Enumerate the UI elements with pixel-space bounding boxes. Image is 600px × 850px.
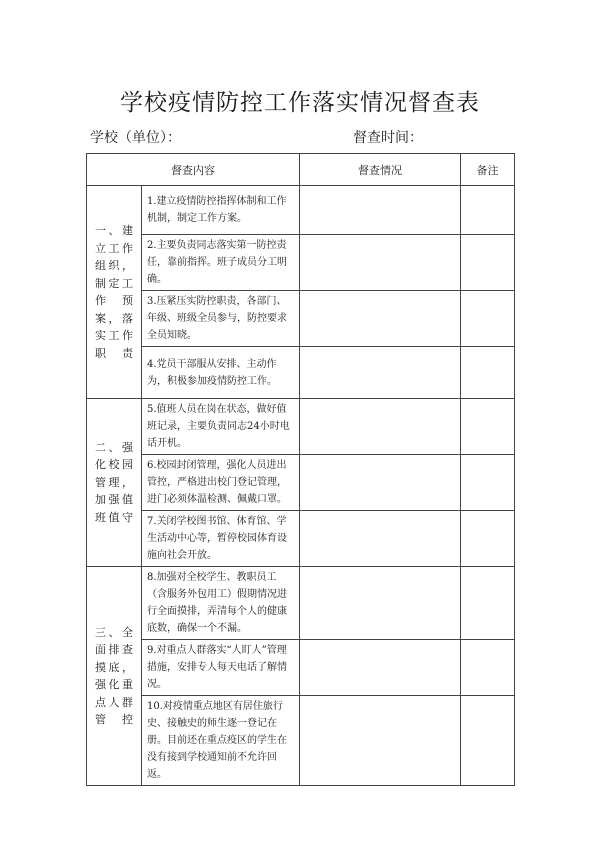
table-row	[87, 235, 515, 291]
item-9: 9.对重点人群落实“人盯人”管理措施，安排专人每天电话了解情况。	[142, 640, 300, 696]
header-content: 督查内容	[87, 154, 300, 186]
section-label-1: 一、建立工作组织，制定工作预案，落实工作职责	[87, 186, 142, 399]
table-row	[87, 347, 515, 399]
table-header-row	[87, 154, 515, 186]
item-5: 5.值班人员在岗在状态，做好值班记录，主要负责同志24小时电话开机。	[142, 399, 300, 455]
table-row	[87, 291, 515, 347]
document-title: 学校疫情防控工作落实情况督查表	[120, 90, 480, 116]
remarks-cell-4[interactable]	[461, 347, 515, 399]
item-8: 8.加强对全校学生、教职员工（含服务外包用工）假期情况进行全面摸排，弄清每个人的健康底数，确保一个不漏。	[142, 567, 300, 640]
table-row	[87, 455, 515, 511]
table-row	[87, 186, 515, 235]
status-cell-7[interactable]	[300, 511, 461, 567]
item-1: 1.建立疫情防控指挥体制和工作机制，制定工作方案。	[142, 186, 300, 235]
remarks-cell-2[interactable]	[461, 235, 515, 291]
status-cell-2[interactable]	[300, 235, 461, 291]
status-cell-8[interactable]	[300, 567, 461, 640]
remarks-cell-5[interactable]	[461, 399, 515, 455]
status-cell-9[interactable]	[300, 640, 461, 696]
status-cell-6[interactable]	[300, 455, 461, 511]
status-cell-5[interactable]	[300, 399, 461, 455]
table-row	[87, 567, 515, 640]
remarks-cell-8[interactable]	[461, 567, 515, 640]
remarks-cell-1[interactable]	[461, 186, 515, 235]
remarks-cell-6[interactable]	[461, 455, 515, 511]
item-10: 10.对疫情重点地区有居住旅行史、接触史的师生逐一登记在册。目前还在重点疫区的学生在没有接到学校通知前不允许回返。	[142, 696, 300, 786]
table-row	[87, 696, 515, 786]
status-cell-10[interactable]	[300, 696, 461, 786]
table-row	[87, 399, 515, 455]
section-label-2: 二、强化校园管理，加强值班值守	[87, 399, 142, 567]
remarks-cell-9[interactable]	[461, 640, 515, 696]
item-3: 3.压紧压实防控职责，各部门、年级、班级全员参与，防控要求全员知晓。	[142, 291, 300, 347]
table-row	[87, 511, 515, 567]
header-status: 督查情况	[300, 154, 461, 186]
remarks-cell-3[interactable]	[461, 291, 515, 347]
inspection-time-label: 督查时间：	[353, 130, 423, 146]
item-4: 4.党员干部服从安排、主动作为，积极参加疫情防控工作。	[142, 347, 300, 399]
status-cell-1[interactable]	[300, 186, 461, 235]
remarks-cell-7[interactable]	[461, 511, 515, 567]
header-remarks: 备注	[461, 154, 515, 186]
remarks-cell-10[interactable]	[461, 696, 515, 786]
item-7: 7.关闭学校图书馆、体育馆、学生活动中心等，暂停校园体育设施向社会开放。	[142, 511, 300, 567]
item-6: 6.校园封闭管理，强化人员进出管控，严格进出校门登记管理，进门必须体温检测、佩戴口罩。	[142, 455, 300, 511]
table-row	[87, 640, 515, 696]
item-2: 2.主要负责同志落实第一防控责任，靠前指挥。班子成员分工明确。	[142, 235, 300, 291]
section-label-3: 三、全面排查摸底，强化重点人群管控	[87, 567, 142, 786]
inspection-table	[86, 153, 515, 786]
status-cell-3[interactable]	[300, 291, 461, 347]
status-cell-4[interactable]	[300, 347, 461, 399]
school-field-label: 学校（单位）：	[90, 130, 181, 146]
